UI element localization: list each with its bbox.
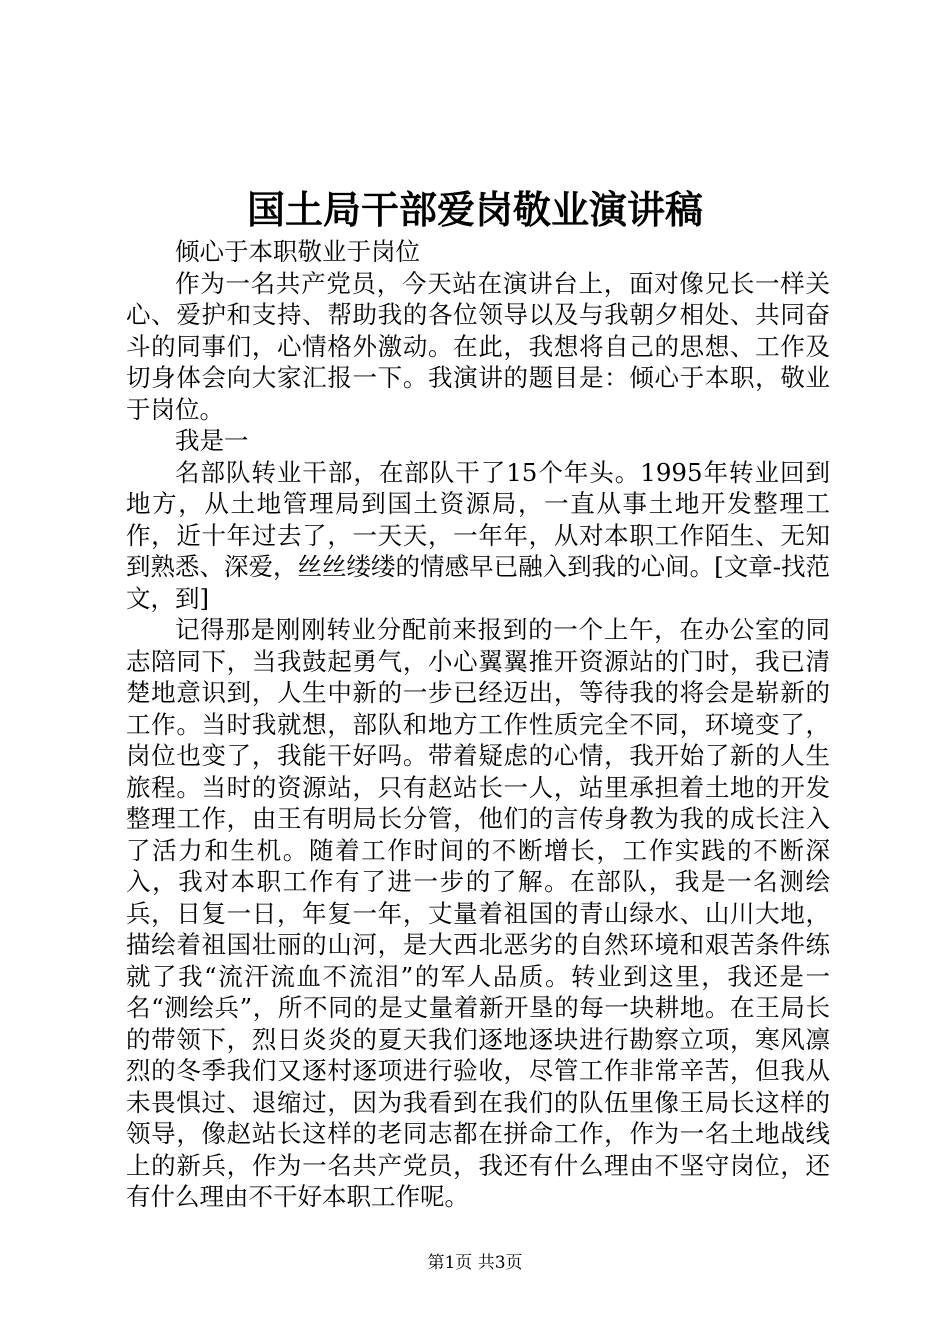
subtitle-paragraph: 倾心于本职敬业于岗位 [175, 237, 420, 266]
document-body [126, 236, 830, 1213]
document-title: 国土局干部爱岗敬业演讲稿 [246, 187, 703, 232]
memory-paragraph: 记得那是刚刚转业分配前来报到的一个上午，在办公室的同志陪同下，当我鼓起勇气，小心翼翼推开资源站的门时，我已清楚地意识到，人生中新的一步已经迈出，等待我的将会是崭新的工作。当时我就想，部队和地方工作性质完全不同，环境变了，岗位也变了，我能干好吗。带着疑虑的心情，我开始了新的人生旅程。当时的资源站，只有赵站长一人，站里承担着土地的开发整理工作，由王有明局长分管，他们的言传身教为我的成长注入了活力和生机。随着工作时间的不断增长，工作实践的不断深入，我对本职工作有了进一步的了解。在部队，我是一名测绘兵，日复一日，年复一年，丈量着祖国的青山绿水、山川大地，描绘着祖国壮丽的山河，是大西北恶劣的自然环境和艰苦条件练就了我“流汗流血不流泪”的军人品质。转业到这里，我还是一名“测绘兵”，所不同的是丈量着新开垦的每一块耕地。在王局长的带领下，烈日炎炎的夏天我们逐地逐块进行勘察立项，寒风凛烈的冬季我们又逐村逐项进行验收，尽管工作非常辛苦，但我从未畏惧过、退缩过，因为我看到在我们的队伍里像王局长这样的领导，像赵站长这样的老同志都在拼命工作，作为一名土地战线上的新兵，作为一名共产党员，我还有什么理由不坚守岗位，还有什么理由不干好本职工作呢。 [126, 615, 830, 1211]
page-number-footer: 第1页 共3页 [427, 1253, 523, 1273]
intro-paragraph: 作为一名共产党员，今天站在演讲台上，面对像兄长一样关心、爱护和支持、帮助我的各位领导以及与我朝夕相处、共同奋斗的同事们，心情格外激动。在此，我想将自己的思想、工作及切身体会向大家汇报一下。我演讲的题目是：倾心于本职，敬业于岗位。 [126, 268, 830, 424]
background-paragraph: 名部队转业干部，在部队干了15个年头。1995年转业回到地方，从土地管理局到国土资源局，一直从事土地开发整理工作，近十年过去了，一天天，一年年，从对本职工作陌生、无知到熟悉、深爱，丝丝缕缕的情感早已融入到我的心间。[文章-找范文，到] [126, 457, 830, 613]
body-paragraph-fragment: 我是一 [175, 426, 249, 455]
